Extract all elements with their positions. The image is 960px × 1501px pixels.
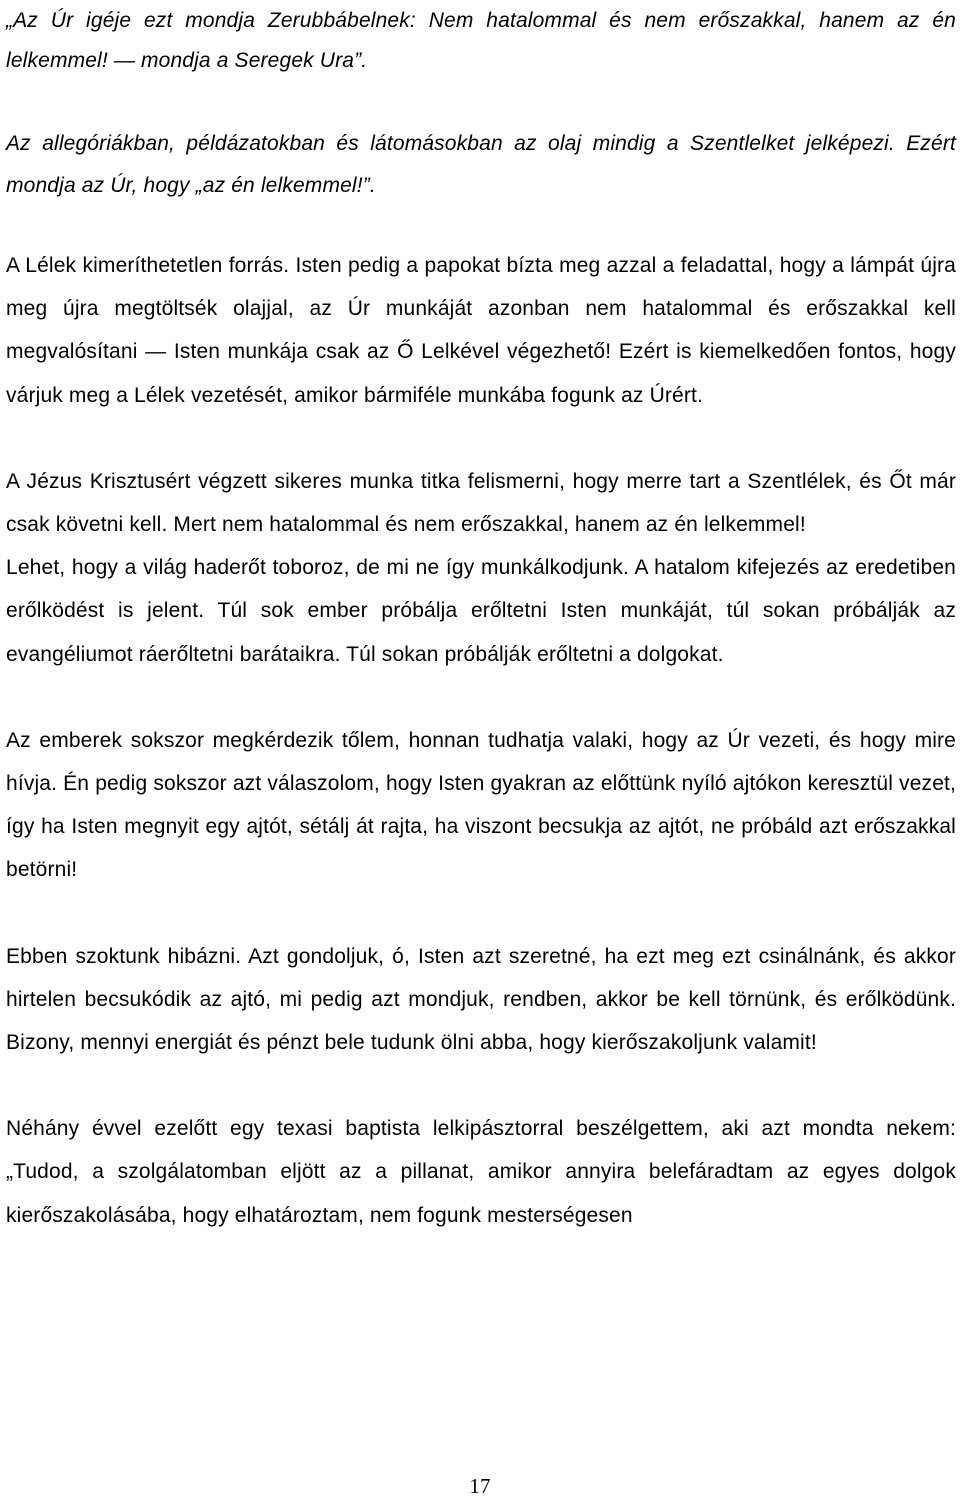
paragraph-quote: „Az Úr igéje ezt mondja Zerubbábelnek: Nem hatalommal és nem erőszakkal, hanem az én lelkemmel! — mondja a Seregek Ura”. [6, 9, 956, 72]
paragraph-doors: Az emberek sokszor megkérdezik tőlem, honnan tudhatja valaki, hogy az Úr vezeti, és hogy mire hívja. Én pedig sokszor azt válaszolom, hogy Isten gyakran az előttünk nyíló ajtókon keresztül vezet, így ha Isten megnyit egy ajtót, sétálj át rajta, ha viszont becsukja az ajtót, ne próbáld azt erőszakkal betörni! [6, 728, 956, 882]
paragraph-allegory: Az allegóriákban, példázatokban és látomásokban az olaj mindig a Szentlelket jelképezi. Ezért mondja az Úr, hogy „az én lelkemmel!”. [6, 132, 956, 197]
paragraph-secret: A Jézus Krisztusért végzett sikeres munka titka felismerni, hogy merre tart a Szentlélek, és Őt már csak követni kell. Mert nem hatalommal és nem erőszakkal, hanem az én lelkemmel! [6, 469, 956, 537]
paragraph-spirit-source: A Lélek kimeríthetetlen forrás. Isten pedig a papokat bízta meg azzal a feladattal, hogy a lámpát újra meg újra megtöltsék olajjal, az Úr munkáját azonban nem hatalommal és erőszakkal kell megvalósítani — Isten munkája csak az Ő Lelkével végezhető! Ezért is kiemelkedően fontos, hogy várjuk meg a Lélek vezetését, amikor bármiféle munkába fogunk az Úrért. [6, 254, 956, 407]
paragraph-texas-pastor: Néhány évvel ezelőtt egy texasi baptista lelkipásztorral beszélgettem, aki azt mondta nekem: „Tudod, a szolgálatomban eljött az a pillanat, amikor annyira belefáradtam az egyes dolgok kierőszakolásába, hogy elhatároztam, nem fogunk mesterségesen [6, 1117, 956, 1227]
page-number: 17 [469, 1474, 491, 1498]
paragraph-world-force: Lehet, hogy a világ haderőt toboroz, de mi ne így munkálkodjunk. A hatalom kifejezés az eredetiben erőlködést is jelent. Túl sok ember próbálja erőltetni Isten munkáját, túl sokan próbálják az evangéliumot ráerőltetni barátaikra. Túl sokan próbálják erőltetni a dolgokat. [6, 556, 956, 666]
paragraph-mistakes: Ebben szoktunk hibázni. Azt gondoljuk, ó, Isten azt szeretné, ha ezt meg ezt csinálnánk, és akkor hirtelen becsukódik az ajtó, mi pedig azt mondjuk, rendben, akkor be kell törnünk, és erőlködünk. Bizony, mennyi energiát és pénzt bele tudunk ölni abba, hogy kierőszakoljunk valamit! [6, 944, 956, 1055]
document-body [6, 0, 956, 1237]
